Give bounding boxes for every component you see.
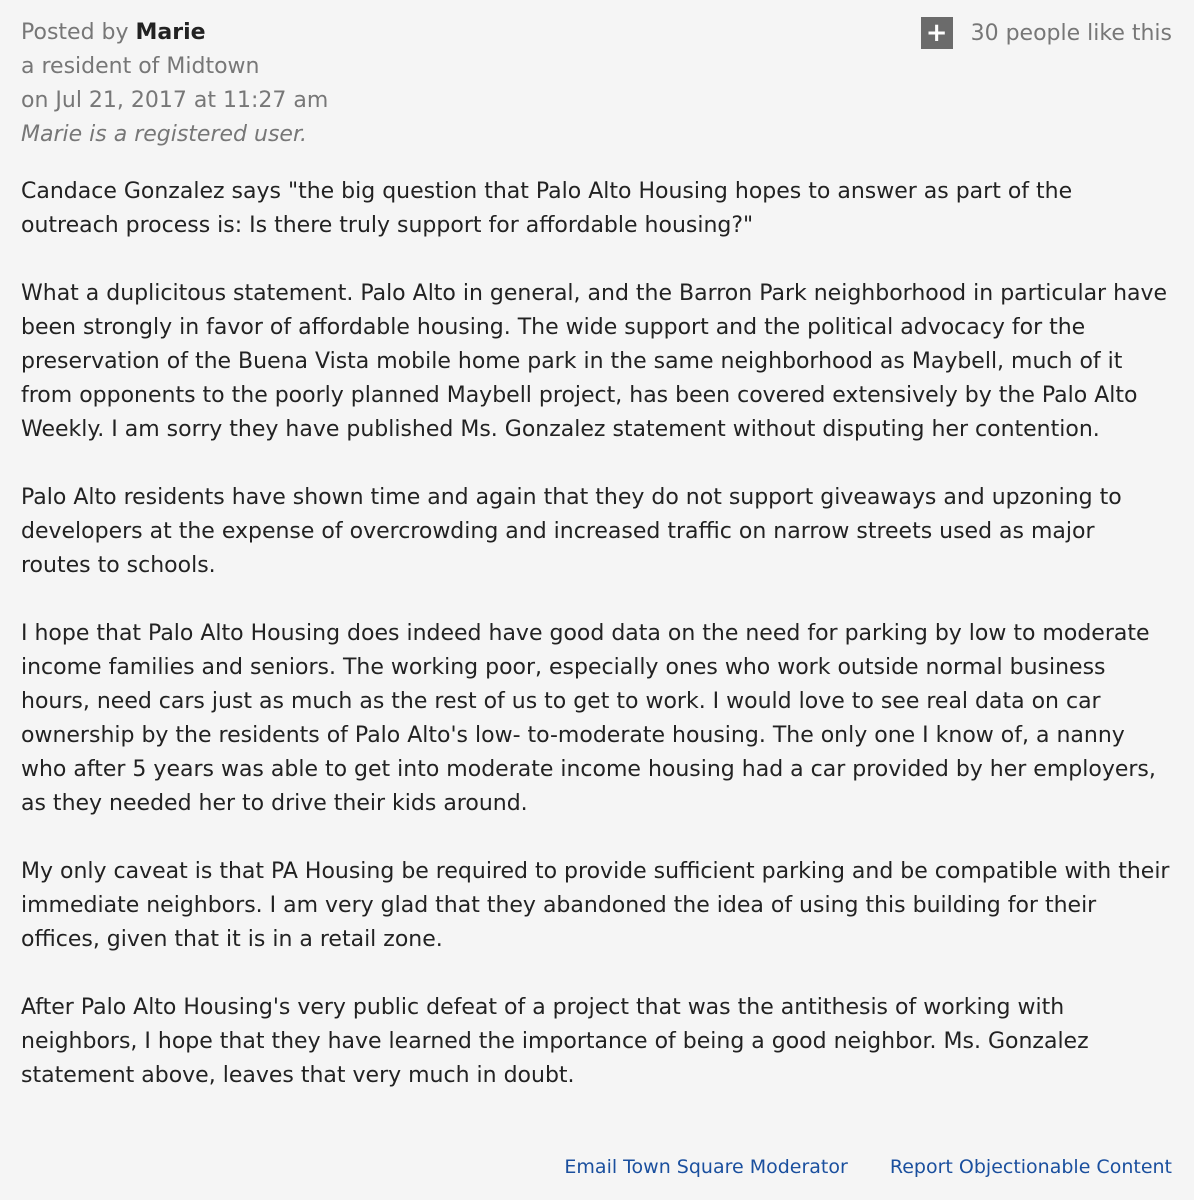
comment-body <box>21 175 1171 1127</box>
comment-paragraph: Candace Gonzalez says "the big question that Palo Alto Housing hopes to answer as part of the outreach process is: Is there truly support for affordable housing?" <box>21 179 1073 238</box>
comment-paragraph: Palo Alto residents have shown time and again that they do not support giveaways and upzoning to developers at the expense of overcrowding and increased traffic on narrow streets used as major routes to schools. <box>21 485 1122 578</box>
posted-by-line <box>21 16 328 50</box>
email-moderator-link[interactable]: Email Town Square Moderator <box>564 1156 848 1178</box>
post-date: on Jul 21, 2017 at 11:27 am <box>21 88 329 113</box>
comment-paragraph: What a duplicitous statement. Palo Alto in general, and the Barron Park neighborhood in particular have been strongly in favor of affordable housing. The wide support and the political advocacy for the preservation of the Buena Vista mobile home park in the same neighborhood as Maybell, much of it from opponents to the poorly planned Maybell project, has been covered extensively by the Palo Alto Weekly. I am sorry they have published Ms. Gonzalez statement without disputing her contention. <box>21 281 1168 442</box>
post-meta <box>21 16 328 152</box>
likes-area <box>921 16 1172 50</box>
report-content-link[interactable]: Report Objectionable Content <box>889 1156 1172 1178</box>
like-plus-button[interactable]: + <box>921 17 953 49</box>
author-name: Marie <box>135 20 206 45</box>
comment-paragraph: I hope that Palo Alto Housing does indeed have good data on the need for parking by low to moderate income families and seniors. The working poor, especially ones who work outside normal business hours, need cars just as much as the rest of us to get to work. I would love to see real data on car ownership by the residents of Palo Alto's low- to-moderate housing. The only one I know of, a nanny who after 5 years was able to get into moderate income housing had a car provided by her employers, as they needed her to drive their kids around. <box>21 621 1156 816</box>
comment-footer <box>528 1150 1172 1184</box>
registered-user-note: Marie is a registered user. <box>21 122 307 147</box>
posted-by-prefix: Posted by <box>21 20 136 45</box>
like-count-text: 30 people like this <box>970 20 1172 46</box>
comment-paragraph: My only caveat is that PA Housing be required to provide sufficient parking and be compatible with their immediate neighbors. I am very glad that they abandoned the idea of using this building for their offices, given that it is in a retail zone. <box>21 859 1170 952</box>
comment-paragraph: After Palo Alto Housing's very public defeat of a project that was the antithesis of working with neighbors, I hope that they have learned the importance of being a good neighbor. Ms. Gonzalez statement above, leaves that very much in doubt. <box>21 995 1089 1088</box>
author-residence: a resident of Midtown <box>21 54 260 79</box>
